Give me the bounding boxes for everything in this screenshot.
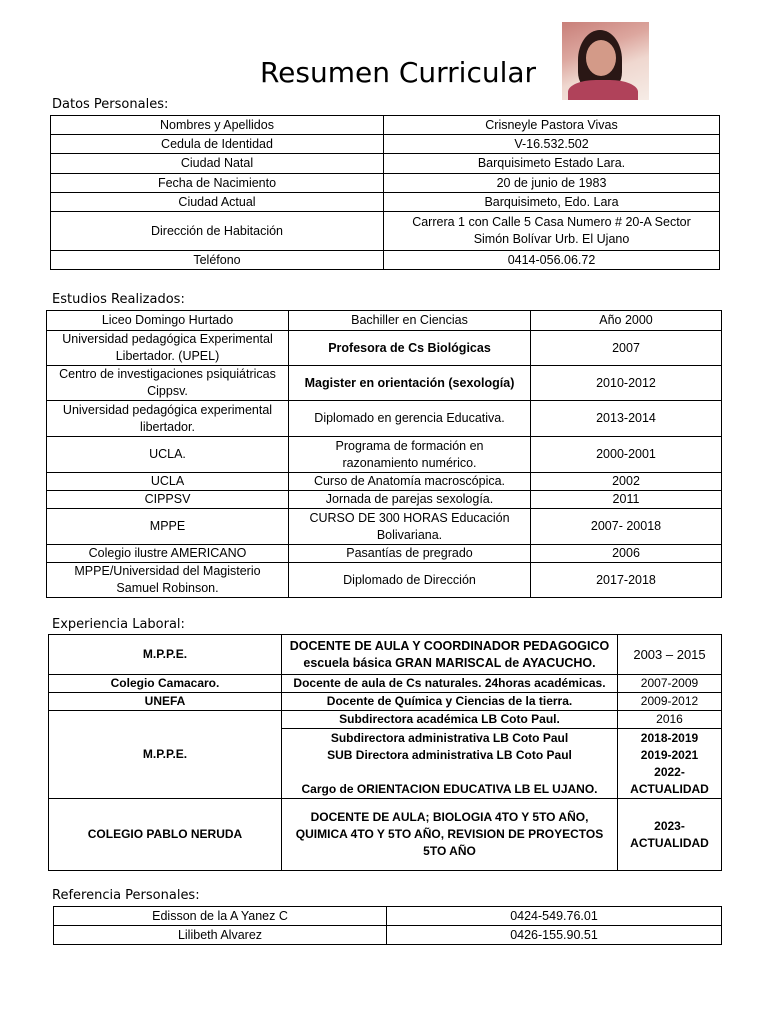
table-row: Universidad pedagógica experimental libertador. Diplomado en gerencia Educativa. 2013-2014 — [47, 401, 722, 437]
table-row: M.P.P.E. Subdirectora académica LB Coto Paul. 2016 — [49, 711, 722, 729]
references-label: Referencia Personales: — [52, 888, 200, 903]
table-row: Cedula de Identidad V-16.532.502 — [51, 135, 720, 154]
table-row: UNEFA Docente de Química y Ciencias de la tierra. 2009-2012 — [49, 693, 722, 711]
table-row: Subdirectora administrativa LB Coto Paul SUB Directora administrativa LB Coto Paul Cargo de ORIENTACION EDUCATIVA LB EL UJANO. 2018-2019 2019-2021 2022- ACTUALIDAD — [49, 729, 722, 799]
profile-photo — [562, 22, 649, 100]
table-row: Colegio ilustre AMERICANO Pasantías de pregrado 2006 — [47, 545, 722, 563]
table-row: Edisson de la A Yanez C 0424-549.76.01 — [54, 907, 722, 926]
table-row: Dirección de Habitación Carrera 1 con Calle 5 Casa Numero # 20-A Sector Simón Bolívar Urb. El Ujano — [51, 212, 720, 251]
table-row: Nombres y Apellidos Crisneyle Pastora Vivas — [51, 116, 720, 135]
table-row: Fecha de Nacimiento 20 de junio de 1983 — [51, 174, 720, 193]
table-row: MPPE/Universidad del Magisterio Samuel Robinson. Diplomado de Dirección 2017-2018 — [47, 563, 722, 598]
experience-label: Experiencia Laboral: — [52, 617, 185, 632]
personal-data-label: Datos Personales: — [52, 97, 169, 112]
personal-data-table — [50, 115, 720, 270]
studies-table — [46, 310, 722, 598]
table-row: Ciudad Actual Barquisimeto, Edo. Lara — [51, 193, 720, 212]
table-row: Lilibeth Alvarez 0426-155.90.51 — [54, 926, 722, 945]
table-row: Universidad pedagógica Experimental Libertador. (UPEL) Profesora de Cs Biológicas 2007 — [47, 331, 722, 366]
table-row: M.P.P.E. DOCENTE DE AULA Y COORDINADOR PEDAGOGICO escuela básica GRAN MARISCAL de AYACUCHO. 2003 – 2015 — [49, 635, 722, 675]
table-row: Teléfono 0414-056.06.72 — [51, 251, 720, 270]
page-title: Resumen Curricular — [259, 56, 537, 89]
table-row: Liceo Domingo Hurtado Bachiller en Ciencias Año 2000 — [47, 311, 722, 331]
references-table — [53, 906, 722, 945]
studies-label: Estudios Realizados: — [52, 292, 185, 307]
table-row: Ciudad Natal Barquisimeto Estado Lara. — [51, 154, 720, 174]
table-row: COLEGIO PABLO NERUDA DOCENTE DE AULA; BIOLOGIA 4TO Y 5TO AÑO, QUIMICA 4TO Y 5TO AÑO, REVISION DE PROYECTOS 5TO AÑO 2023- ACTUALIDAD — [49, 799, 722, 871]
table-row: MPPE CURSO DE 300 HORAS Educación Bolivariana. 2007- 20018 — [47, 509, 722, 545]
table-row: CIPPSV Jornada de parejas sexología. 2011 — [47, 491, 722, 509]
table-row: Colegio Camacaro. Docente de aula de Cs naturales. 24horas académicas. 2007-2009 — [49, 675, 722, 693]
experience-table — [48, 634, 722, 871]
table-row: Centro de investigaciones psiquiátricas Cippsv. Magister en orientación (sexología) 2010-2012 — [47, 366, 722, 401]
table-row: UCLA. Programa de formación en razonamiento numérico. 2000-2001 — [47, 437, 722, 473]
table-row: UCLA Curso de Anatomía macroscópica. 2002 — [47, 473, 722, 491]
